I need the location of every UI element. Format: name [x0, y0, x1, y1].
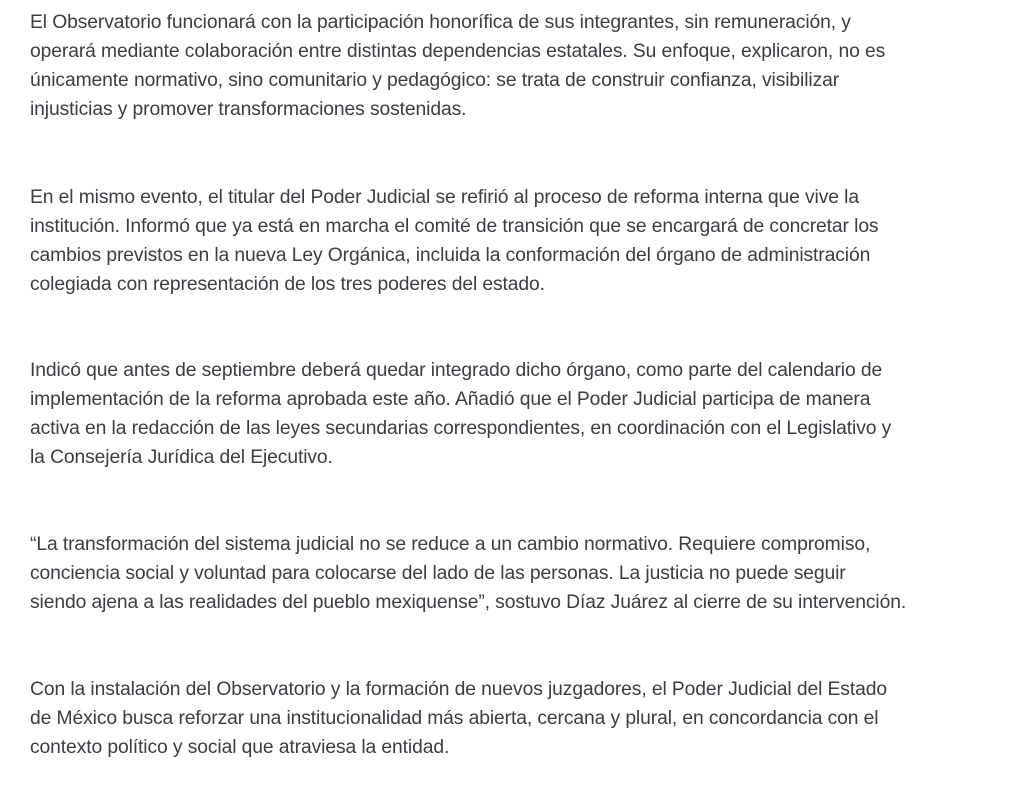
paragraph-line: cambios previstos en la nueva Ley Orgánica, incluida la conformación del órgano de administración [30, 245, 871, 266]
paragraph-line: Indicó que antes de septiembre deberá quedar integrado dicho órgano, como parte del calendario de [30, 360, 883, 381]
paragraph-line: En el mismo evento, el titular del Poder Judicial se refirió al proceso de reforma interna que vive la [30, 187, 859, 208]
paragraph-line: implementación de la reforma aprobada este año. Añadió que el Poder Judicial participa de manera [30, 389, 871, 410]
paragraph-line: “La transformación del sistema judicial no se reduce a un cambio normativo. Requiere compromiso, [30, 534, 871, 555]
paragraph-line: únicamente normativo, sino comunitario y pedagógico: se trata de construir confianza, visibilizar [30, 70, 840, 91]
paragraph-line: la Consejería Jurídica del Ejecutivo. [30, 447, 333, 468]
paragraph-line: de México busca reforzar una institucionalidad más abierta, cercana y plural, en concordancia con el [30, 708, 879, 729]
paragraph-line: injusticias y promover transformaciones sostenidas. [30, 99, 467, 120]
paragraph-calendario [30, 356, 891, 472]
paragraph-line: institución. Informó que ya está en marcha el comité de transición que se encargará de concretar los [30, 216, 879, 237]
paragraph-line: conciencia social y voluntad para colocarse del lado de las personas. La justicia no puede seguir [30, 563, 846, 584]
paragraph-line: Con la instalación del Observatorio y la formación de nuevos juzgadores, el Poder Judicial del Estado [30, 679, 887, 700]
paragraph-line: operará mediante colaboración entre distintas dependencias estatales. Su enfoque, explicaron, no es [30, 41, 886, 62]
paragraph-reforma-interna [30, 183, 878, 299]
paragraph-conclusion [30, 675, 887, 762]
paragraph-line: contexto político y social que atraviesa la entidad. [30, 737, 450, 758]
paragraph-line: siendo ajena a las realidades del pueblo mexiquense”, sostuvo Díaz Juárez al cierre de su intervención. [30, 592, 907, 613]
paragraph-quote [30, 530, 906, 617]
paragraph-observatorio [30, 8, 885, 124]
paragraph-line: colegiada con representación de los tres poderes del estado. [30, 274, 545, 295]
paragraph-line: activa en la redacción de las leyes secundarias correspondientes, en coordinación con el Legislativo y [30, 418, 892, 439]
paragraph-line: El Observatorio funcionará con la participación honorífica de sus integrantes, sin remuneración, y [30, 12, 851, 33]
